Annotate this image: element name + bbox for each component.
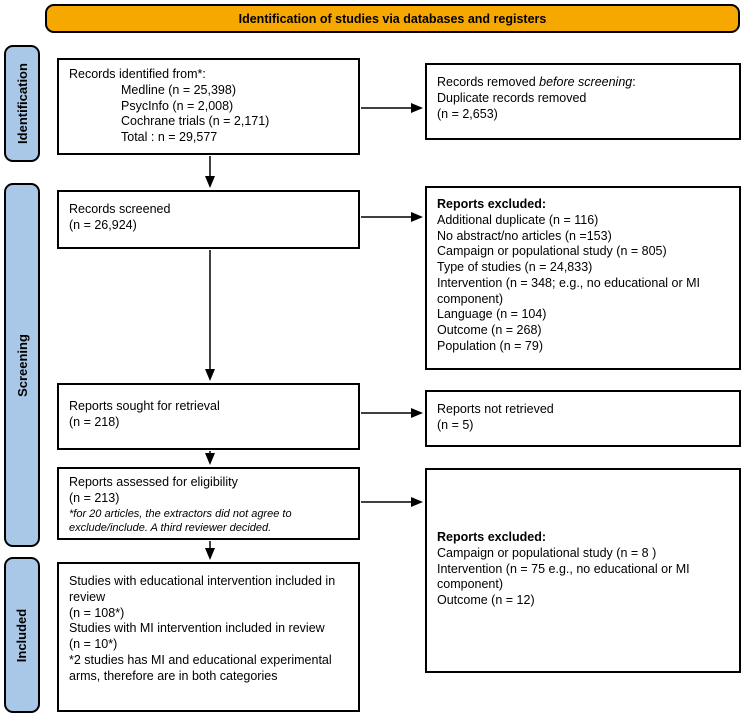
excluded-no-abstract: No abstract/no articles (n =153) — [437, 228, 612, 243]
records-screened-count: (n = 26,924) — [69, 217, 137, 232]
stage-label-identification — [4, 45, 40, 162]
excluded2-outcome: Outcome (n = 12) — [437, 593, 535, 607]
records-identified-title: Records identified from*: — [69, 67, 206, 81]
stage-label-included — [4, 557, 40, 713]
excluded-type-of-studies: Type of studies (n = 24,833) — [437, 260, 593, 274]
studies-included-mi-count: (n = 10*) — [69, 637, 118, 651]
stage-label-included-text: Included — [14, 608, 30, 662]
box-studies-included — [57, 562, 360, 712]
excluded-campaign: Campaign or populational study (n = 805) — [437, 244, 667, 259]
stage-label-identification-text: Identification — [14, 63, 30, 144]
box-records-identified — [57, 58, 360, 155]
box-reports-excluded-eligibility — [425, 468, 741, 673]
reports-not-retrieved-count: (n = 5) — [437, 417, 474, 432]
box-records-removed — [425, 63, 741, 140]
reports-sought-count: (n = 218) — [69, 414, 120, 429]
records-removed-prefix: Records removed — [437, 75, 540, 89]
excluded2-campaign: Campaign or populational study (n = 8 ) — [437, 545, 657, 560]
excluded2-intervention: Intervention (n = 75 e.g., no educational or MI component) — [437, 561, 690, 592]
records-removed-suffix: : — [632, 75, 636, 89]
records-identified-medline: Medline (n = 25,398) — [121, 82, 237, 97]
records-screened-title: Records screened — [69, 202, 171, 216]
records-removed-italic: before screening — [539, 75, 633, 89]
box-records-screened — [57, 190, 360, 249]
studies-included-mi: Studies with MI intervention included in review — [69, 621, 325, 636]
excluded-population: Population (n = 79) — [437, 338, 543, 353]
reports-excluded-screening-title: Reports excluded: — [437, 197, 547, 211]
stage-label-screening — [4, 183, 40, 547]
reports-sought-title: Reports sought for retrieval — [69, 399, 220, 413]
excluded-intervention: Intervention (n = 348; e.g., no educational or MI component) — [437, 275, 701, 306]
reports-assessed-title: Reports assessed for eligibility — [69, 475, 238, 489]
records-removed-line: Duplicate records removed — [437, 90, 587, 105]
reports-assessed-count: (n = 213) — [69, 490, 120, 505]
records-removed-title — [437, 75, 729, 91]
box-reports-sought — [57, 383, 360, 450]
stage-label-screening-text: Screening — [14, 333, 30, 397]
excluded-outcome: Outcome (n = 268) — [437, 323, 542, 337]
banner-label: Identification of studies via databases and registers — [238, 11, 547, 26]
studies-included-note: *2 studies has MI and educational experimental arms, therefore are in both categories — [69, 652, 332, 683]
studies-included-educational: Studies with educational intervention included in review — [69, 574, 336, 604]
records-identified-total: Total : n = 29,577 — [121, 130, 218, 144]
excluded-additional-duplicate: Additional duplicate (n = 116) — [437, 212, 599, 227]
records-identified-cochrane: Cochrane trials (n = 2,171) — [121, 114, 270, 129]
box-reports-excluded-screening — [425, 186, 741, 370]
records-removed-count: (n = 2,653) — [437, 106, 498, 121]
box-reports-not-retrieved — [425, 390, 741, 447]
reports-excluded-eligibility-title: Reports excluded: — [437, 530, 547, 544]
studies-included-educational-count: (n = 108*) — [69, 605, 125, 620]
banner-identification-via-databases — [45, 4, 740, 33]
box-reports-assessed — [57, 467, 360, 540]
reports-not-retrieved-title: Reports not retrieved — [437, 402, 554, 416]
records-identified-psycinfo: PsycInfo (n = 2,008) — [121, 98, 234, 113]
reports-assessed-footnote: *for 20 articles, the extractors did not agree to exclude/include. A third reviewer decided. — [69, 507, 292, 534]
excluded-language: Language (n = 104) — [437, 307, 547, 322]
